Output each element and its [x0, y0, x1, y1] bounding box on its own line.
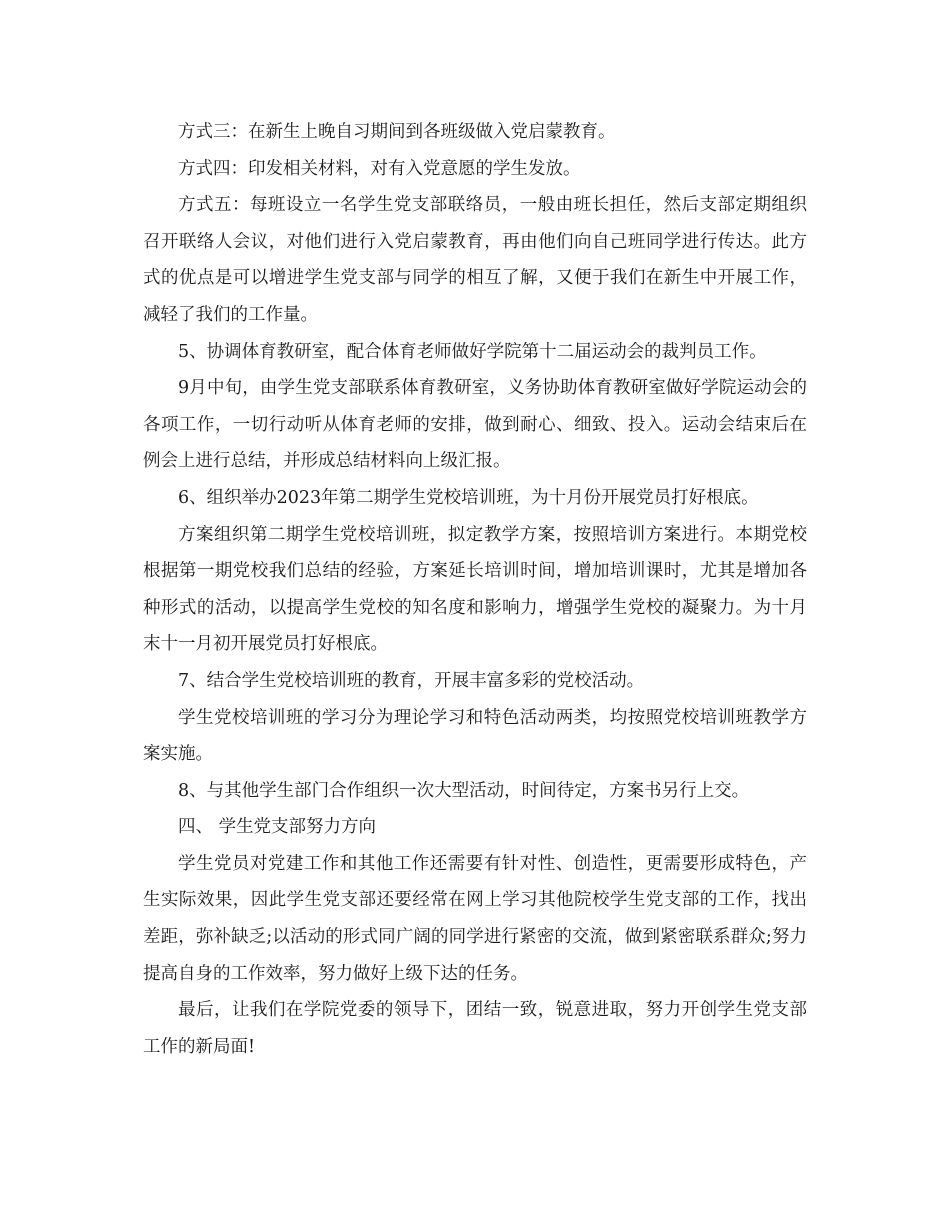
paragraph-closing: 最后，让我们在学院党委的领导下，团结一致，锐意进取，努力开创学生党支部工作的新局面!: [143, 1000, 807, 1057]
paragraph-item-5-body: 9月中旬，由学生党支部联系体育教研室，义务协助体育教研室做好学院运动会的各项工作，一切行动听从体育老师的安排，做到耐心、细致、投入。运动会结束后在例会上进行总结，并形成总结材料向上级汇报。: [143, 378, 807, 472]
paragraph-item-5-heading: 5、协调体育教研室，配合体育老师做好学院第十二届运动会的裁判员工作。: [178, 341, 767, 362]
document-body: [143, 114, 807, 1065]
paragraph-item-6-heading: 6、组织举办2023年第二期学生党校培训班，为十月份开展党员打好根底。: [178, 487, 759, 508]
paragraph-item-6-body: 方案组织第二期学生党校培训班，拟定教学方案，按照培训方案进行。本期党校根据第一期党校我们总结的经验，方案延长培训时间，增加培训课时，尤其是增加各种形式的活动，以提高学生党校的知名度和影响力，增强学生党校的凝聚力。为十月末十一月初开展党员打好根底。: [143, 524, 807, 655]
paragraph-item-7-heading: 7、结合学生党校培训班的教育，开展丰富多彩的党校活动。: [178, 670, 645, 691]
paragraph-item-7-body: 学生党校培训班的学习分为理论学习和特色活动两类，均按照党校培训班教学方案实施。: [143, 707, 807, 765]
paragraph-method-four: 方式四：印发相关材料，对有入党意愿的学生发放。: [178, 158, 581, 179]
paragraph-direction-body: 学生党员对党建工作和其他工作还需要有针对性、创造性，更需要形成特色，产生实际效果，因此学生党支部还要经常在网上学习其他院校学生党支部的工作，找出差距，弥补缺乏;以活动的形式同广阔的同学进行紧密的交流，做到紧密联系群众;努力提高自身的工作效率，努力做好上级下达的任务。: [143, 853, 807, 984]
section-heading-four: 四、 学生党支部努力方向: [178, 817, 377, 838]
paragraph-method-five: 方式五：每班设立一名学生党支部联络员，一般由班长担任，然后支部定期组织召开联络人会议，对他们进行入党启蒙教育，再由他们向自己班同学进行传达。此方式的优点是可以增进学生党支部与同学的相互了解，又便于我们在新生中开展工作，减轻了我们的工作量。: [143, 195, 807, 325]
paragraph-method-three: 方式三：在新生上晚自习期间到各班级做入党启蒙教育。: [178, 122, 616, 142]
paragraph-item-8-heading: 8、与其他学生部门合作组织一次大型活动，时间待定，方案书另行上交。: [178, 780, 750, 801]
